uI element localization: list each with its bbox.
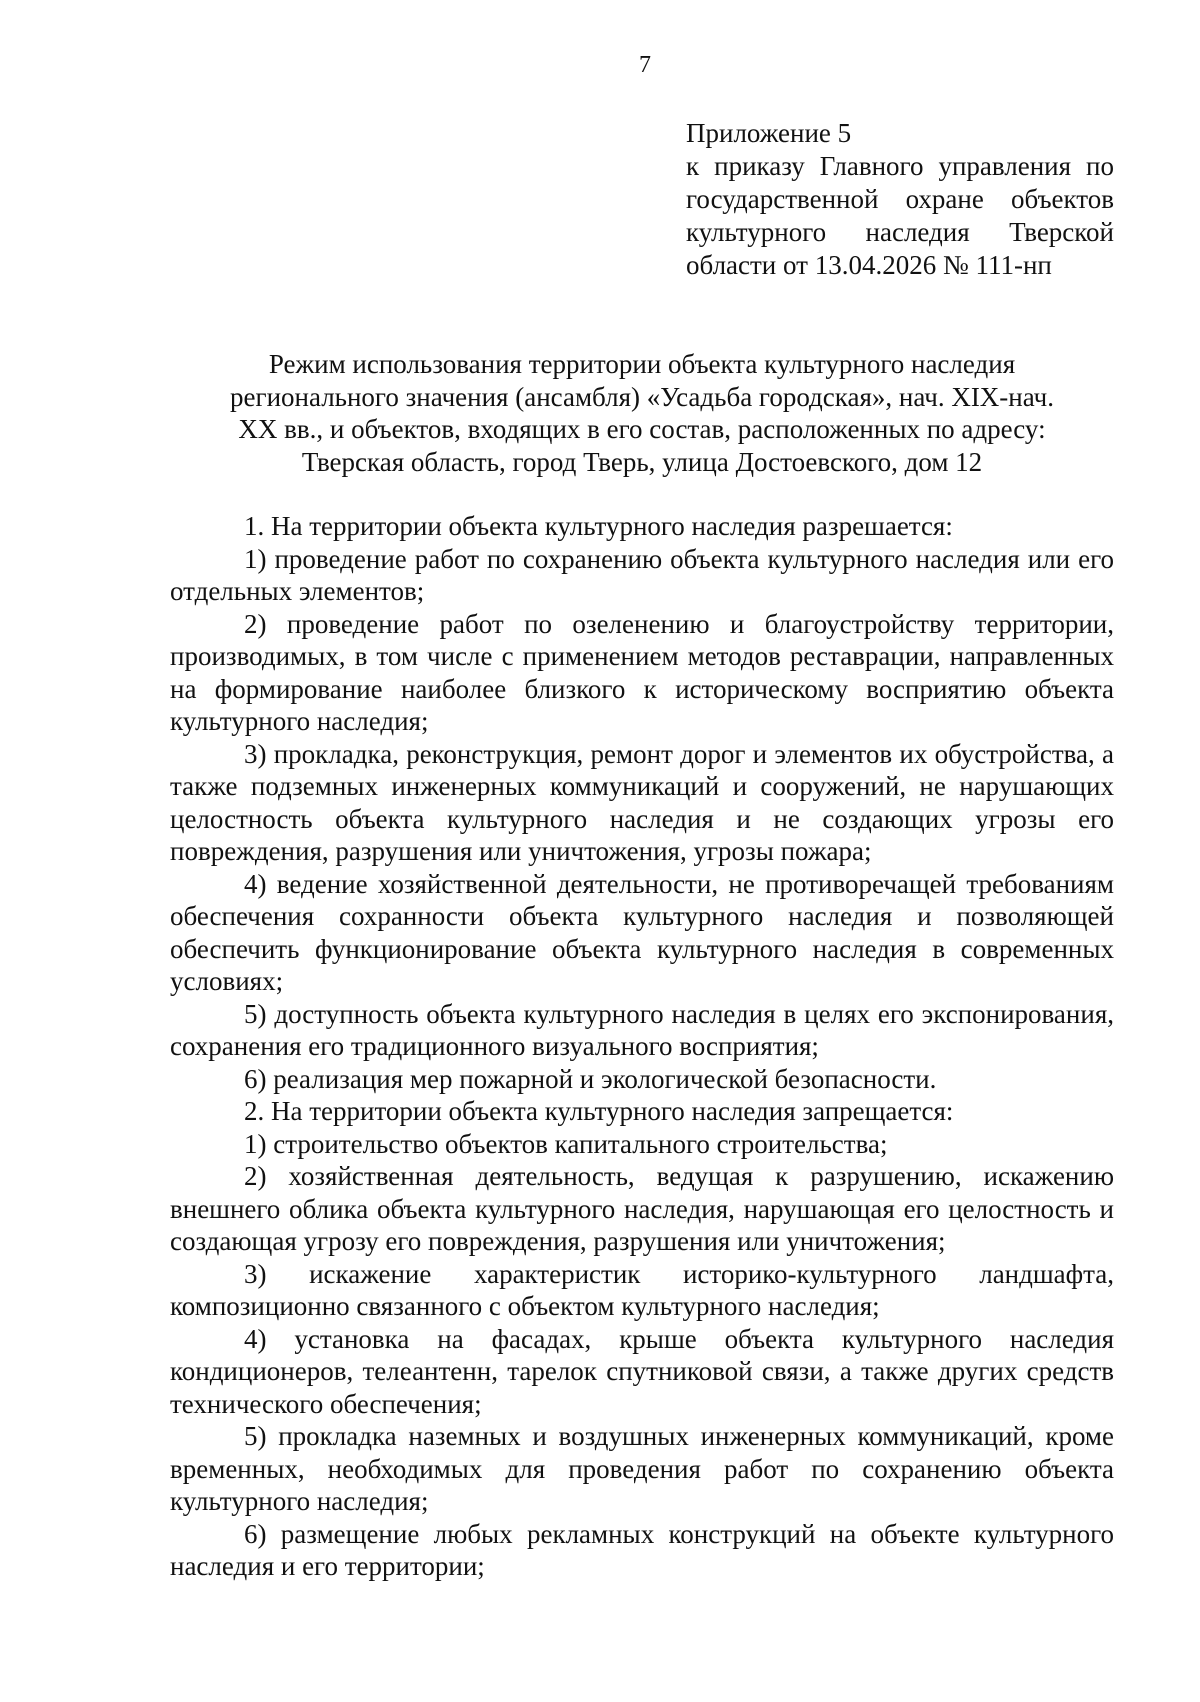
list-item: 2) проведение работ по озеленению и благоустройству территории, производимых, в том числе с применением методов реставрации, направленных на формирование наиболее близкого к историческому восприятию объекта культурного наследия;	[170, 608, 1114, 736]
page-number: 7	[639, 52, 651, 78]
document-body	[170, 510, 1114, 1583]
appendix-line: к приказу Главного управления по	[686, 151, 1114, 181]
list-item: 4) установка на фасадах, крыше объекта культурного наследия кондиционеров, телеантенн, тарелок спутниковой связи, а также других средств технического обеспечения;	[170, 1323, 1114, 1419]
appendix-line: культурного наследия Тверской	[686, 217, 1114, 247]
list-item: 4) ведение хозяйственной деятельности, не противоречащей требованиям обеспечения сохранности объекта культурного наследия и позволяющей обеспечить функционирование объекта культурного наследия в современных условиях;	[170, 868, 1114, 996]
list-item: 3) прокладка, реконструкция, ремонт дорог и элементов их обустройства, а также подземных инженерных коммуникаций и сооружений, не нарушающих целостность объекта культурного наследия и не создающих угрозы его повреждения, разрушения или уничтожения, угрозы пожара;	[170, 738, 1114, 866]
section-heading: 2. На территории объекта культурного наследия запрещается:	[244, 1096, 954, 1126]
list-item: 3) искажение характеристик историко-культурного ландшафта, композиционно связанного с объектом культурного наследия;	[170, 1258, 1114, 1321]
document-title	[170, 348, 1114, 478]
list-item: 5) прокладка наземных и воздушных инженерных коммуникаций, кроме временных, необходимых для проведения работ по сохранению объекта культурного наследия;	[170, 1421, 1114, 1516]
appendix-header	[686, 117, 1114, 282]
section-heading: 1. На территории объекта культурного наследия разрешается:	[244, 511, 953, 541]
list-item: 1) строительство объектов капитального строительства;	[244, 1128, 888, 1159]
appendix-title: Приложение 5	[686, 118, 852, 148]
list-item: 6) реализация мер пожарной и экологической безопасности.	[244, 1063, 937, 1094]
list-item: 6) размещение любых рекламных конструкций на объекте культурного наследия и его территории;	[170, 1518, 1114, 1581]
appendix-line: государственной охране объектов	[686, 184, 1114, 214]
title-line: регионального значения (ансамбля) «Усадьба городская», нач. XIX-нач.	[230, 381, 1054, 412]
title-line: XX вв., и объектов, входящих в его состав, расположенных по адресу:	[238, 414, 1046, 444]
title-line: Режим использования территории объекта культурного наследия	[268, 349, 1016, 379]
list-item: 5) доступность объекта культурного наследия в целях его экспонирования, сохранения его традиционного визуального восприятия;	[170, 998, 1114, 1061]
list-item: 2) хозяйственная деятельность, ведущая к разрушению, искажению внешнего облика объекта культурного наследия, нарушающая его целостность и создающая угрозу его повреждения, разрушения или уничтожения;	[170, 1161, 1114, 1256]
title-line: Тверская область, город Тверь, улица Достоевского, дом 12	[301, 446, 983, 477]
list-item: 1) проведение работ по сохранению объекта культурного наследия или его отдельных элементов;	[170, 543, 1114, 606]
appendix-line: области от 13.04.2026 № 111-нп	[686, 250, 1052, 280]
